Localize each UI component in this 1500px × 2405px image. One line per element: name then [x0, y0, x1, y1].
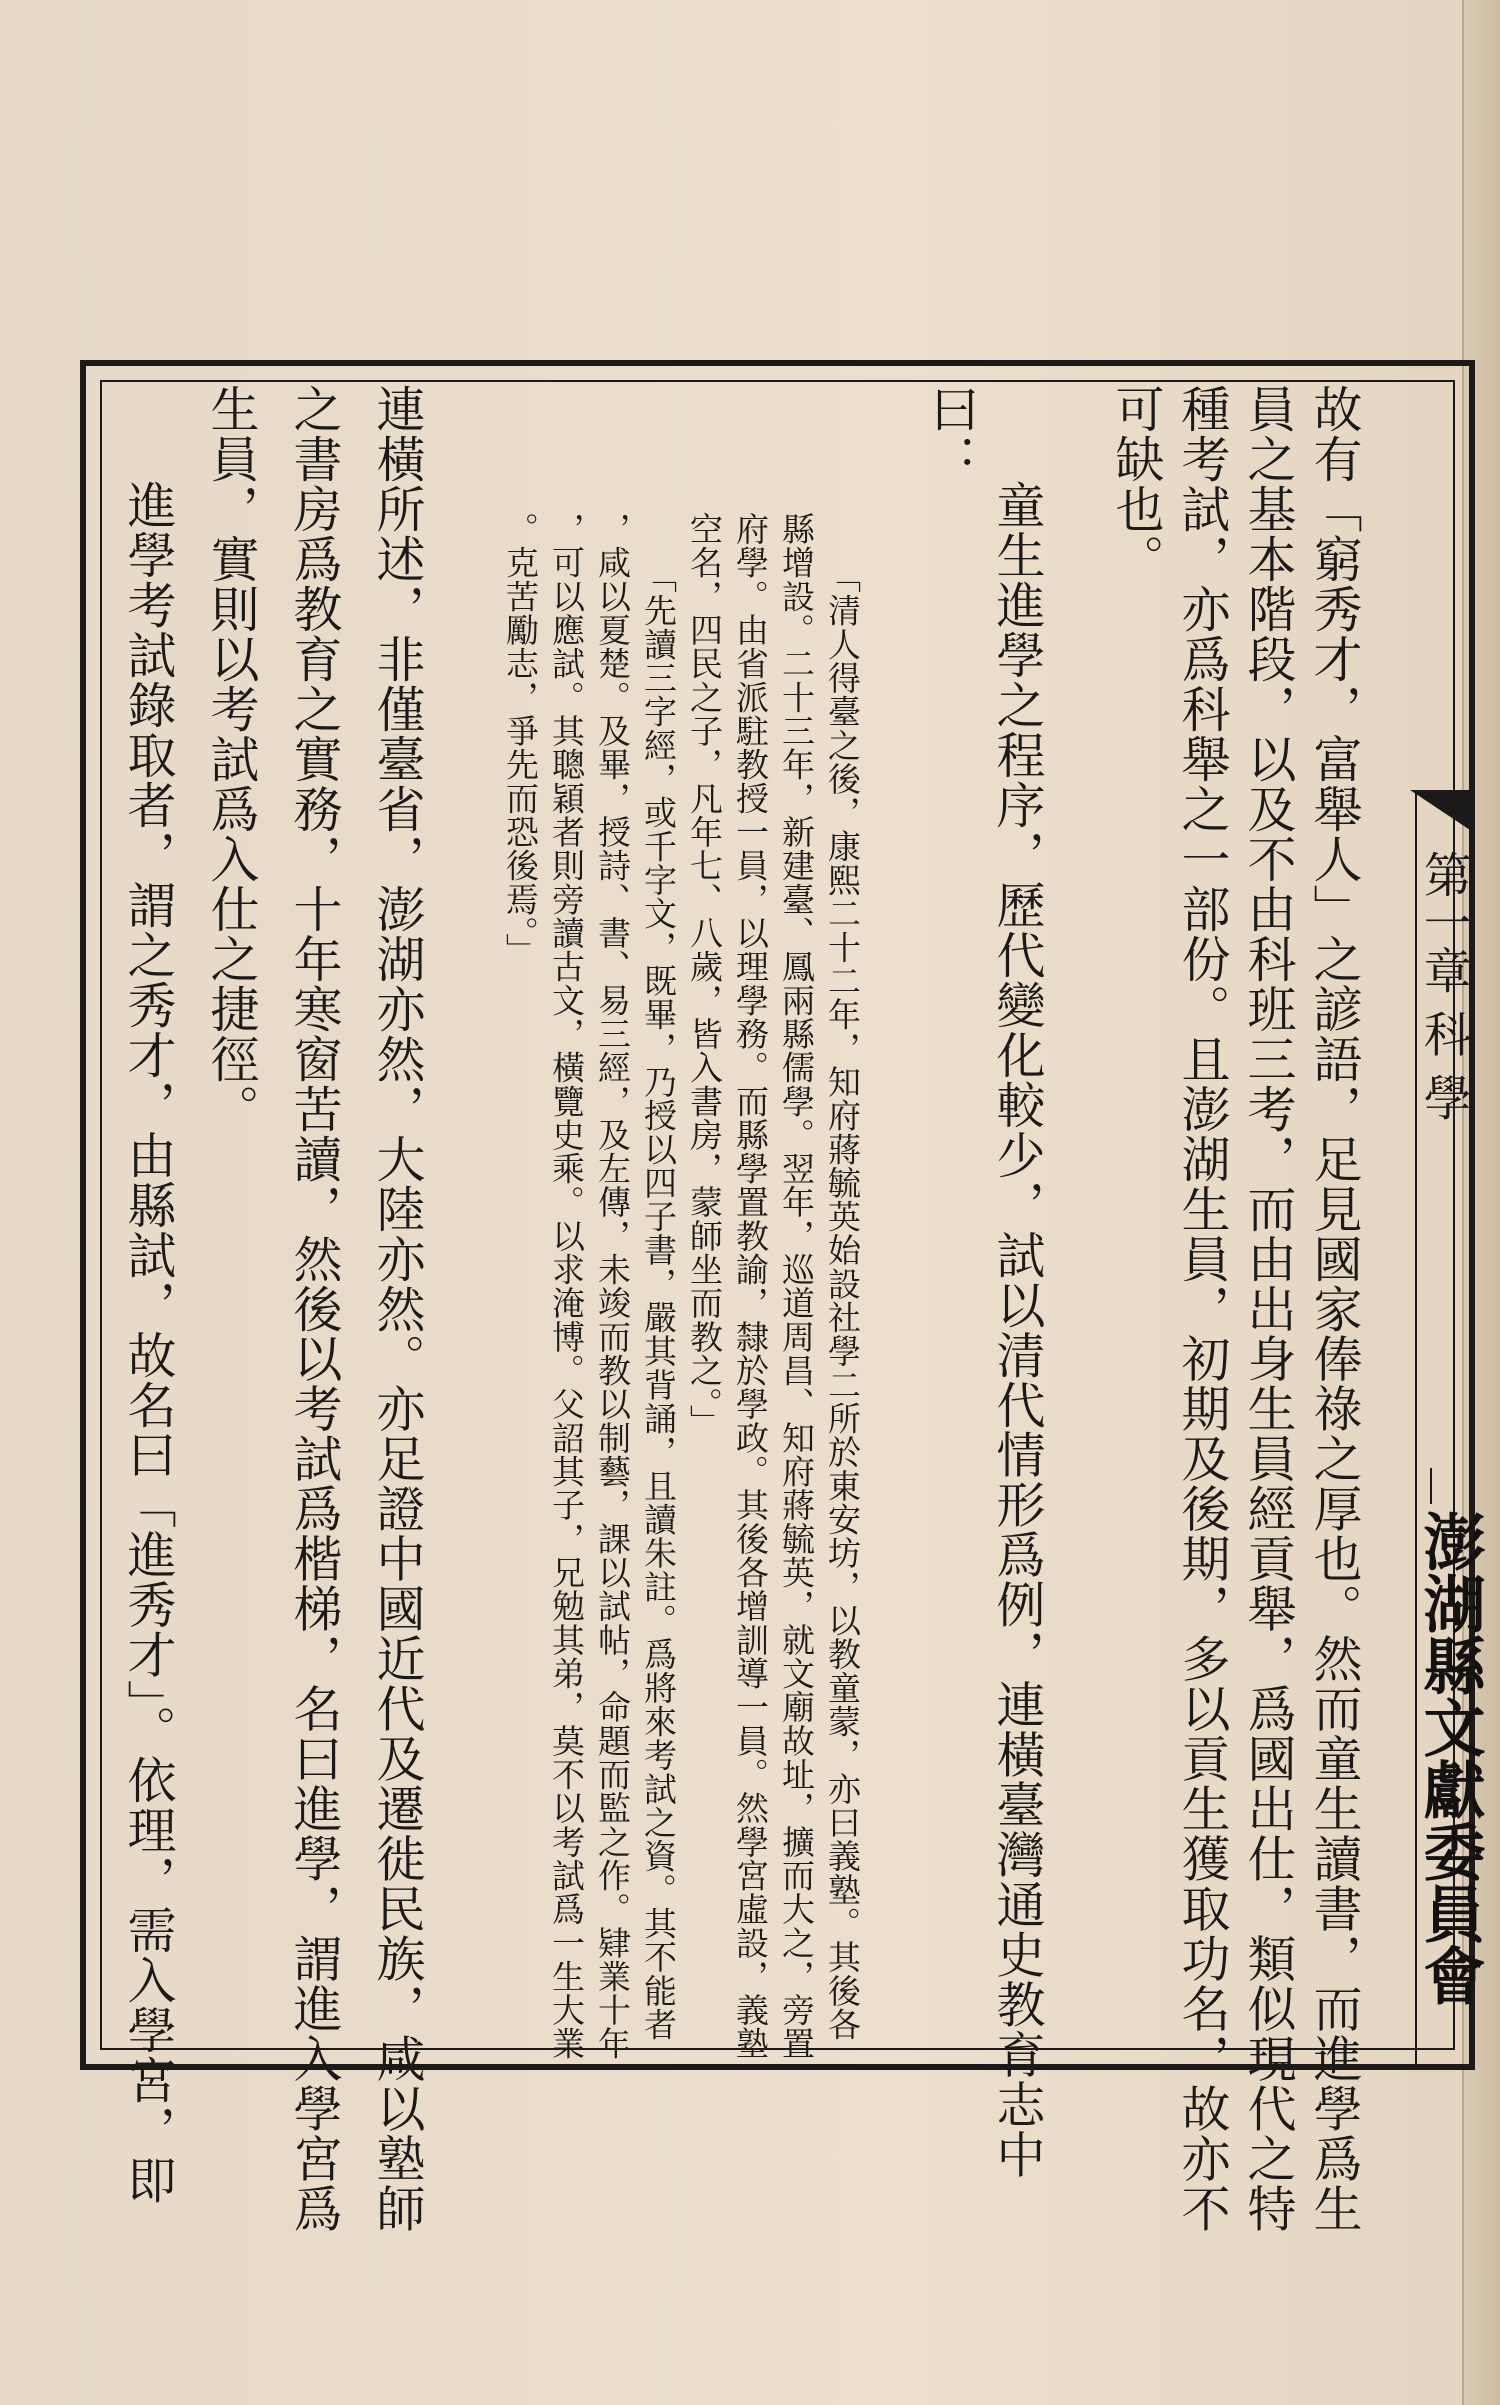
body-column-10: 進學考試錄取者，謂之秀才，由縣試，故名曰「進秀才」。依理，需入學宮，即	[120, 480, 177, 2205]
body-column-5: 童生進學之程序，歷代變化較少，試以清代情形爲例，連橫臺灣通史教育志中	[989, 480, 1046, 2180]
quote-column-8: 。克苦勵志，爭先而恐後焉。」	[501, 512, 540, 967]
body-column-6: 曰：	[923, 384, 980, 484]
body-column-7: 連橫所述，非僅臺省，澎湖亦然，大陸亦然。亦足證中國近代及遷徙民族，咸以塾師	[369, 384, 426, 2234]
committee-name: 澎湖縣文獻委員會	[1413, 1510, 1486, 2006]
quote-column-6: ，咸以夏楚。及畢，授詩、書、易三經，及左傳，未竣而教以制藝，課以試帖，命題而監之作。肄業十年	[593, 512, 632, 2061]
quote-column-3: 府學。由省派駐教授一員，以理學務。而縣學置教諭，隸於學政。其後各增訓導一員。然學宮虛設，義塾	[731, 512, 770, 2061]
chapter-heading: 第一章 科 學	[1415, 850, 1472, 1121]
quote-column-5: 「先讀三字經，或千字文，既畢，乃授以四子書，嚴其背誦，且讀朱註。爲將來考試之資。其不能者	[639, 560, 678, 2042]
body-column-3: 種考試，亦爲科舉之一部份。且澎湖生員，初期及後期，多以貢生獲取功名，故亦不	[1174, 384, 1231, 2234]
body-column-4: 可缺也。	[1108, 384, 1165, 584]
body-column-1: 故有「窮秀才，富舉人」之諺語，足見國家俸祿之厚也。然而童生讀書，而進學爲生	[1306, 384, 1363, 2234]
quote-column-7: ，可以應試。其聰穎者則旁讀古文，橫覽史乘。以求淹博。父詔其子，兄勉其弟，莫不以考試爲一生大業	[547, 512, 586, 2061]
quote-column-4: 空名，四民之子，凡年七、八歲，皆入書房，蒙師坐而教之。」	[685, 512, 724, 1438]
body-column-2: 員之基本階段，以及不由科班三考，而由出身生員經貢舉，爲國出仕，類似現代之特	[1240, 384, 1297, 2234]
quote-column-1: 「清人得臺之後，康熙二十二年，知府蔣毓英始設社學二所於東安坊，以教童蒙，亦曰義塾。其後各	[823, 560, 862, 2042]
body-column-9: 生員，實則以考試爲入仕之捷徑。	[203, 384, 260, 1134]
body-column-8: 之書房爲教育之實務，十年寒窗苦讀，然後以考試爲楷梯，名曰進學，謂進入學宮爲	[286, 384, 343, 2234]
quote-column-2: 縣增設。二十三年，新建臺、鳳兩縣儒學。翌年，巡道周昌、知府蔣毓英，就文廟故址，擴而大之，旁置	[777, 512, 816, 2061]
margin-rule	[1430, 1468, 1432, 1504]
